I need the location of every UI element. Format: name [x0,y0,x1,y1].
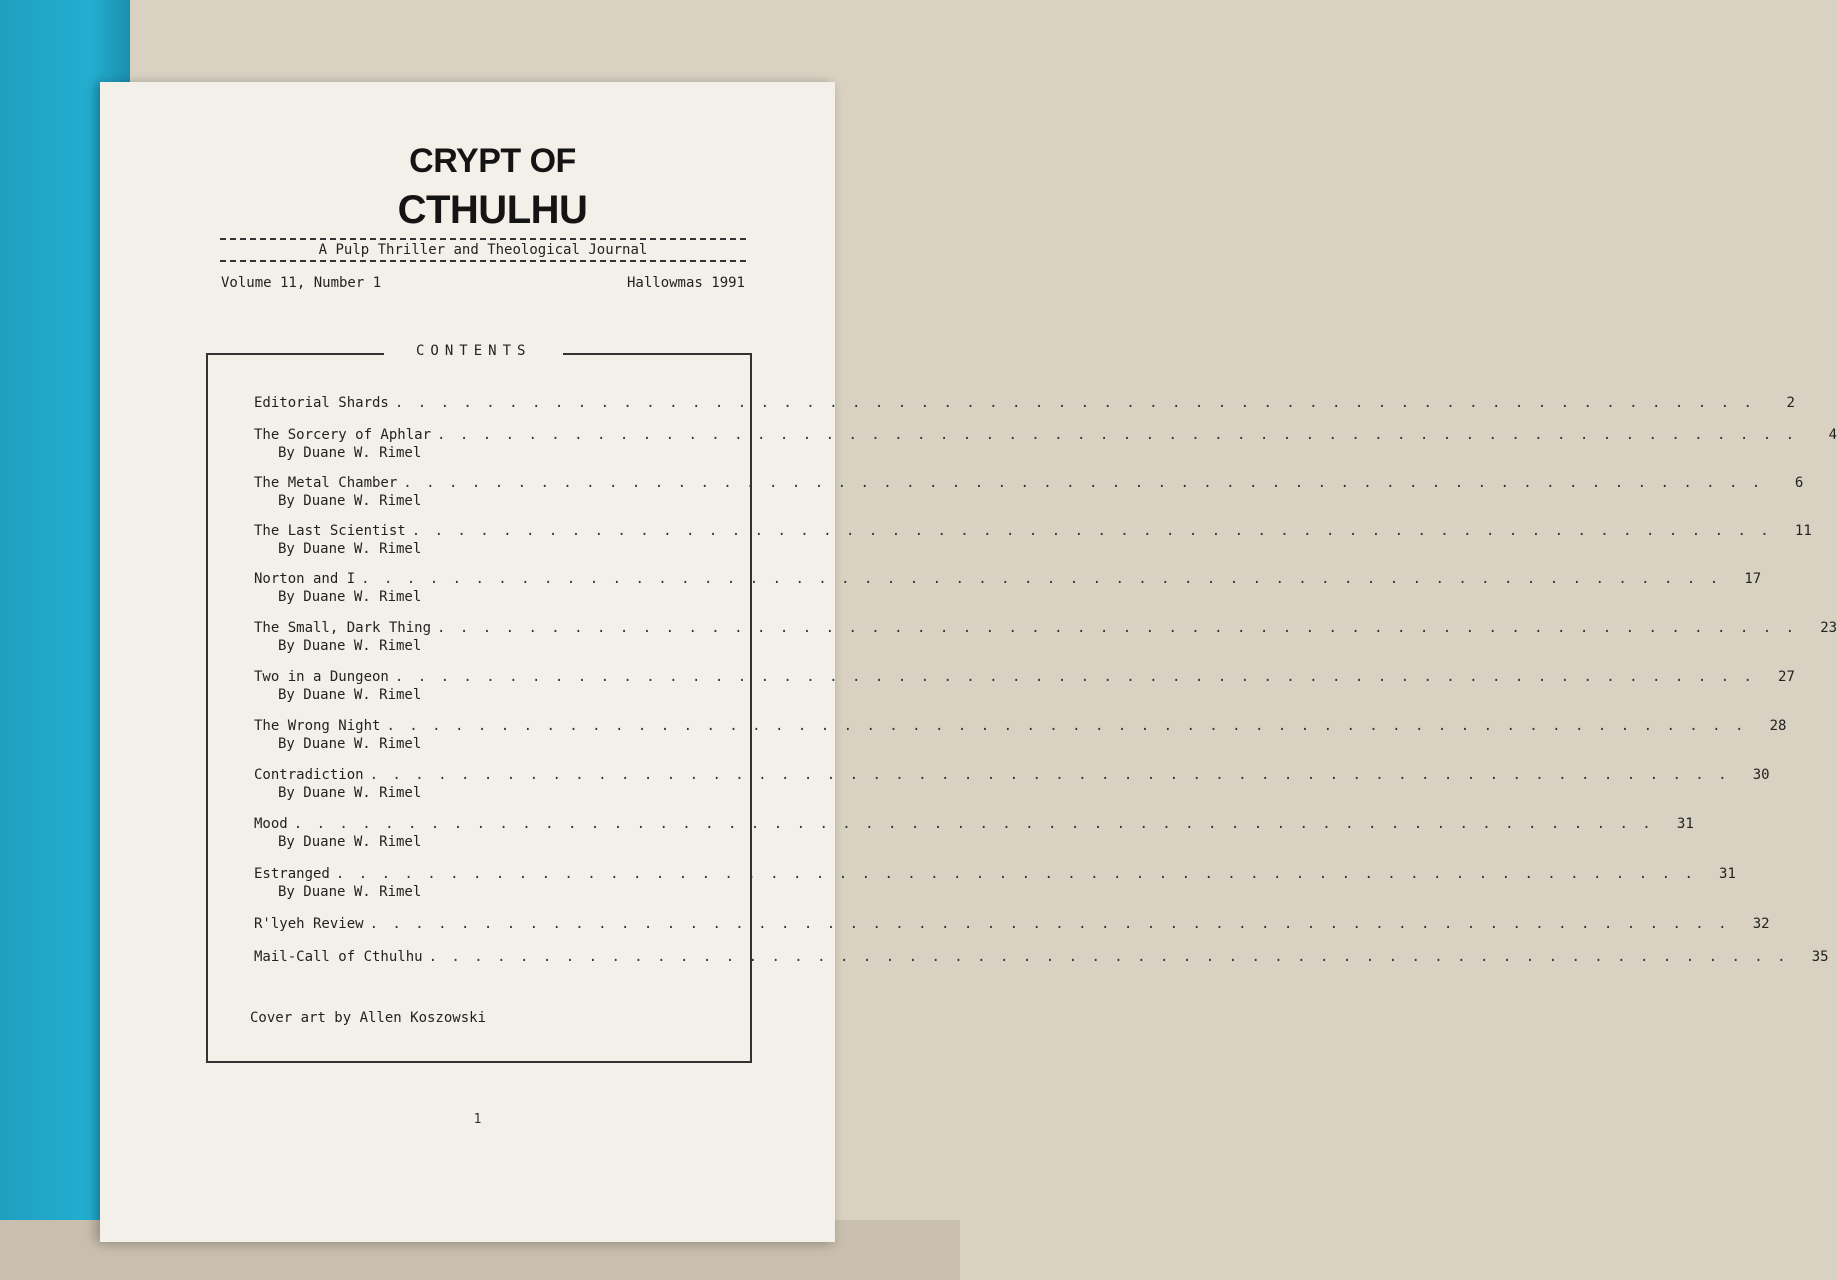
contents-entry [254,475,1804,509]
dot-leader: . . . . . . . . . . . . . . . . . . . . . . . . . . . . . . . . . . . . . . . . . . . . . . . . . . . . . . . . . . . . [386,718,1747,734]
entry-byline: By Duane W. Rimel [278,785,422,801]
issue-number: Volume 11, Number 1 [221,275,382,291]
dot-leader: . . . . . . . . . . . . . . . . . . . . . . . . . . . . . . . . . . . . . . . . . . . . . . . . . . . . . . . . . . . . [369,916,1730,932]
dot-leader: . . . . . . . . . . . . . . . . . . . . . . . . . . . . . . . . . . . . . . . . . . . . . . . . . . . . . . . . . . . . [428,949,1789,965]
contents-entry-line [254,427,1837,443]
entry-page-number: 31 [1676,816,1694,832]
contents-entry-line [254,718,1787,734]
entry-page-number: 28 [1769,718,1787,734]
entry-page-number: 6 [1794,475,1804,491]
contents-entry [254,523,1812,557]
contents-entry [254,916,1770,932]
entry-byline: By Duane W. Rimel [278,445,422,461]
contents-entry-line [254,949,1829,965]
entry-title: Two in a Dungeon [254,669,389,685]
entry-title: Mail-Call of Cthulhu [254,949,423,965]
contents-entry-line [254,816,1694,832]
journal-page [100,82,1837,1242]
entry-byline: By Duane W. Rimel [278,687,422,703]
contents-entry [254,816,1694,850]
issue-season: Hallowmas 1991 [626,275,745,291]
contents-entry [254,949,1829,965]
contents-entry [254,620,1837,654]
page-number: 1 [473,1112,482,1127]
contents-entry-line [254,669,1795,685]
dot-leader: . . . . . . . . . . . . . . . . . . . . . . . . . . . . . . . . . . . . . . . . . . . . . . . . . . . . . . . . . . . . [335,866,1696,882]
contents-entry-line [254,767,1770,783]
contents-entry-line [254,916,1770,932]
contents-entry-line [254,523,1812,539]
entry-byline: By Duane W. Rimel [278,884,422,900]
contents-entry [254,866,1736,900]
entry-page-number: 27 [1778,669,1795,685]
entry-title: Contradiction [254,767,364,783]
entry-title: Mood [254,816,288,832]
entry-byline: By Duane W. Rimel [278,834,422,850]
contents-entry [254,427,1837,461]
dot-leader: . . . . . . . . . . . . . . . . . . . . . . . . . . . . . . . . . . . . . . . . . . . . . . . . . . . . . . . . . . . . [394,669,1755,685]
dot-leader: . . . . . . . . . . . . . . . . . . . . . . . . . . . . . . . . . . . . . . . . . . . . . . . . . . . . . . . . . . . . [293,816,1654,832]
entry-title: The Small, Dark Thing [254,620,432,636]
cover-credit: Cover art by Allen Koszowski [250,1010,487,1026]
contents-entry [254,395,1795,411]
entry-title: Editorial Shards [254,395,389,411]
entry-title: Norton and I [254,571,356,587]
entry-page-number: 17 [1744,571,1762,587]
entry-byline: By Duane W. Rimel [278,736,422,752]
contents-entry [254,718,1787,752]
entry-title: The Wrong Night [254,718,381,734]
entry-page-number: 11 [1794,523,1812,539]
entry-title: The Metal Chamber [254,475,398,491]
dot-leader: . . . . . . . . . . . . . . . . . . . . . . . . . . . . . . . . . . . . . . . . . . . . . . . . . . . . . . . . . . . . [437,620,1798,636]
contents-entry-line [254,620,1837,636]
entry-page-number: 30 [1752,767,1770,783]
entry-byline: By Duane W. Rimel [278,589,422,605]
masthead-title-line2: CTHULHU [397,188,588,232]
entry-byline: By Duane W. Rimel [278,541,422,557]
dot-leader: . . . . . . . . . . . . . . . . . . . . . . . . . . . . . . . . . . . . . . . . . . . . . . . . . . . . . . . . . . . . [369,767,1730,783]
contents-entry [254,669,1795,703]
contents-entry-line [254,571,1762,587]
entry-page-number: 4 [1828,427,1837,443]
contents-entry-line [254,395,1795,411]
entry-title: The Last Scientist [254,523,406,539]
contents-entry [254,767,1770,801]
contents-entry [254,571,1762,605]
dot-leader: . . . . . . . . . . . . . . . . . . . . . . . . . . . . . . . . . . . . . . . . . . . . . . . . . . . . . . . . . . . . [394,395,1755,411]
entry-page-number: 35 [1811,949,1829,965]
dot-leader: . . . . . . . . . . . . . . . . . . . . . . . . . . . . . . . . . . . . . . . . . . . . . . . . . . . . . . . . . . . . [403,475,1764,491]
masthead-title-line1: CRYPT OF [409,142,576,180]
masthead-subtitle: A Pulp Thriller and Theological Journal [318,242,648,258]
entry-title: R'lyeh Review [254,916,364,932]
contents-entry-line [254,475,1804,491]
entry-page-number: 32 [1752,916,1770,932]
dot-leader: . . . . . . . . . . . . . . . . . . . . . . . . . . . . . . . . . . . . . . . . . . . . . . . . . . . . . . . . . . . . [411,523,1772,539]
contents-heading: CONTENTS [384,343,563,359]
entry-page-number: 31 [1719,866,1736,882]
entry-page-number: 2 [1786,395,1795,411]
entry-title: The Sorcery of Aphlar [254,427,432,443]
dot-leader: . . . . . . . . . . . . . . . . . . . . . . . . . . . . . . . . . . . . . . . . . . . . . . . . . . . . . . . . . . . . [437,427,1798,443]
contents-entry-line [254,866,1736,882]
entry-byline: By Duane W. Rimel [278,638,422,654]
entry-page-number: 23 [1820,620,1837,636]
dot-leader: . . . . . . . . . . . . . . . . . . . . . . . . . . . . . . . . . . . . . . . . . . . . . . . . . . . . . . . . . . . . [361,571,1722,587]
entry-title: Estranged [254,866,330,882]
entry-byline: By Duane W. Rimel [278,493,422,509]
contents-box [206,343,1837,1063]
